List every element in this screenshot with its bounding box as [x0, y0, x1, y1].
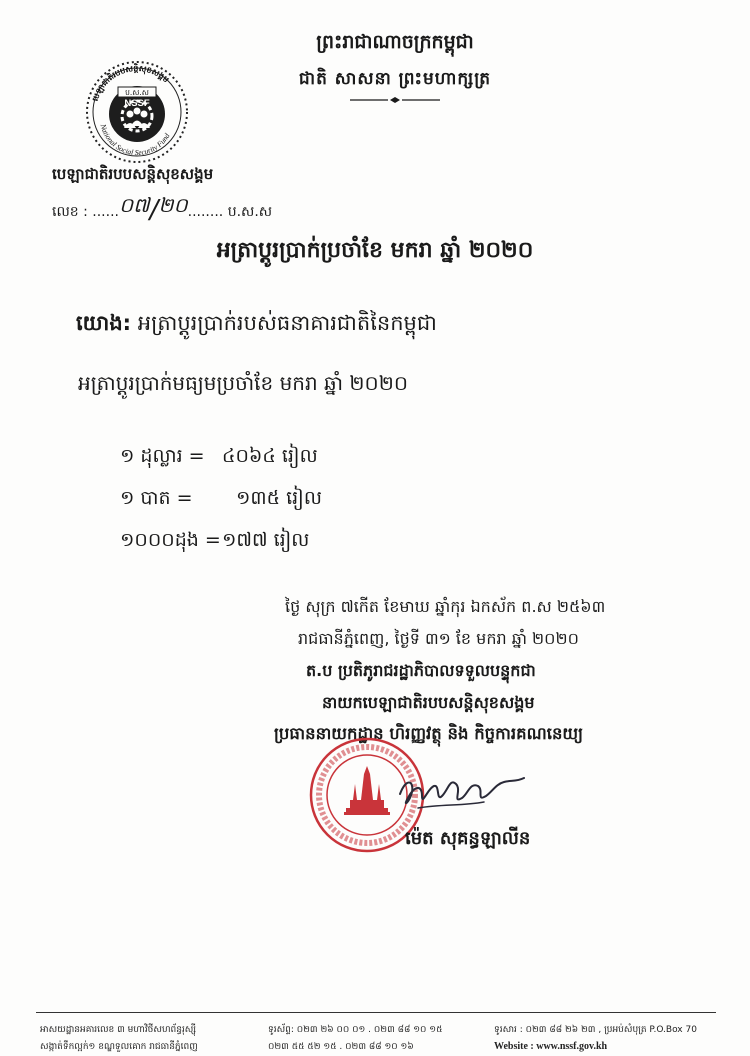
on-behalf-line: ត.ប ប្រតិភូរាជរដ្ឋាភិបាលទទួលបន្ទុកជា [306, 661, 536, 680]
document-title: អត្រាប្តូរប្រាក់ប្រចាំខែ មករា ឆ្នាំ ២០២០ [216, 238, 534, 263]
reference-number: លេខ : ......០៧/២០........ ប.ស.ស [52, 195, 273, 225]
lunar-date: ថ្ងៃ សុក្រ ៧កើត ខែមាឃ ឆ្នាំកុរ ឯកស័ក ព.ស ២៥៦៣ [285, 597, 606, 616]
motto-ornament [350, 97, 440, 103]
footer-phone-line-2: ០២៣ ៥៥ ៥២ ១៥ . ០២៣ ៨៨ ១០ ១៦ [268, 1042, 414, 1052]
logo-acronym: NSSF [124, 98, 150, 109]
signatory-name: ម៉េត សុគន្ធឡាលីន [405, 828, 531, 849]
rate-value: ៤០៦៤ រៀល [222, 445, 318, 467]
reference-number-value: ០៧ [118, 195, 150, 217]
rate-value: ១៣៥ រៀល [236, 487, 322, 509]
nssf-logo [78, 58, 196, 166]
handwritten-signature [392, 768, 532, 820]
logo-ring-text-en: National Social Security Fund [98, 123, 172, 158]
reference-year: ២០ [158, 195, 188, 217]
rate-row-vnd [120, 528, 360, 556]
rate-unit: ១០០០ដុង = [120, 529, 221, 551]
position-line: នាយកបេឡាជាតិរបបសន្តិសុខសង្គម [322, 693, 535, 712]
department-line: ប្រធាននាយកដ្ឋាន ហិរញ្ញវត្ថុ និង កិច្ចការគណនេយ្យ [274, 724, 584, 743]
footer-fax: ទូរសារ : ០២៣ ៨៨ ២៦ ២៣ , ប្រអប់សំបុត្រ P.O.Box 70 [494, 1025, 697, 1035]
kingdom-heading: ព្រះរាជាណាចក្រកម្ពុជា [316, 31, 474, 53]
logo-ring-text: បេឡាជាតិរបបសន្តិសុខសង្គម [90, 63, 171, 103]
place-and-date: រាជធានីភ្នំពេញ, ថ្ងៃទី ៣១ ខែ មករា ឆ្នាំ ២០២០ [298, 629, 579, 648]
rate-row-usd [120, 444, 360, 472]
footer-phone-line-1: ទូរស័ព្ទ: ០២៣ ២៦ ០០ ០១ . ០២៣ ៨៨ ១០ ១៥ [268, 1025, 443, 1035]
footer-address-line-2: សង្កាត់ទឹកល្អក់១ ខណ្ឌទួលគោក រាជធានីភ្នំពេញ [40, 1042, 198, 1052]
rate-unit: ១ បាត = [120, 487, 193, 509]
rate-row-thb [120, 486, 360, 514]
logo-abbr: ប.ស.ស [125, 88, 149, 97]
subject-text: អត្រាប្តូរប្រាក់របស់ធនាគារជាតិនៃកម្ពុជា [137, 311, 437, 335]
reference-prefix: លេខ : [52, 204, 88, 220]
subject-line [76, 310, 437, 341]
organization-name: បេឡាជាតិរបបសន្តិសុខសង្គម [52, 165, 214, 183]
footer-website-link[interactable]: Website : www.nssf.gov.kh [494, 1041, 608, 1052]
rate-unit: ១ ដុល្លារ = [120, 445, 205, 467]
national-motto: ជាតិ សាសនា ព្រះមហាក្សត្រ [298, 69, 492, 89]
average-rate-heading: អត្រាប្តូរប្រាក់មធ្យមប្រចាំខែ មករា ឆ្នាំ ២០២០ [78, 371, 409, 395]
subject-label: យោង: [76, 311, 132, 335]
footer-address-line-1: អាសយដ្ឋានអគារលេខ ៣ មហាវិថីសហព័ន្ធរុស្ស៊ី [40, 1025, 197, 1035]
reference-suffix: ប.ស.ស [227, 204, 273, 220]
rate-value: ១៧៧ រៀល [222, 529, 310, 551]
footer-divider [36, 1012, 716, 1013]
